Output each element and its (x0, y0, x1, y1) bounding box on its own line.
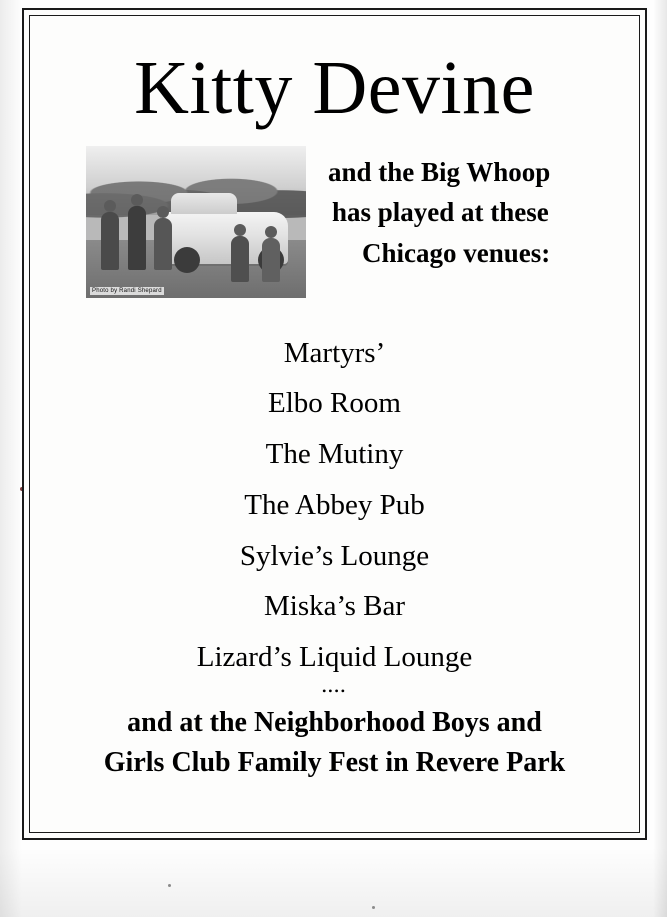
venue-list (38, 328, 631, 683)
scan-shadow-right (653, 0, 667, 917)
photo-band-member (262, 238, 280, 282)
flyer-sheet (22, 8, 647, 840)
scan-shadow-bottom (0, 847, 667, 917)
page-title: Kitty Devine (134, 46, 535, 130)
divider-dots: •••• (322, 683, 347, 698)
list-item: Elbo Room (268, 387, 401, 420)
flyer-content (38, 24, 631, 824)
footer-line-1: and at the Neighborhood Boys and (127, 706, 542, 738)
list-item: Lizard’s Liquid Lounge (196, 641, 473, 674)
list-item: The Mutiny (265, 438, 404, 471)
scan-speck (372, 906, 375, 909)
list-item: Sylvie’s Lounge (239, 539, 430, 572)
photo-credit: Photo by Randi Shepard (92, 287, 162, 294)
footer-line-2: Girls Club Family Fest in Revere Park (103, 747, 566, 779)
photo-band-member (231, 236, 249, 282)
list-item: Martyrs’ (283, 336, 386, 369)
photo-band-member (154, 218, 172, 270)
list-item: Miska’s Bar (264, 590, 405, 623)
band-photo (86, 146, 306, 298)
photo-band-member (128, 206, 146, 270)
intro-text-block (306, 146, 613, 274)
scan-shadow-left (0, 0, 22, 917)
scan-speck (168, 884, 171, 887)
list-item: The Abbey Pub (244, 488, 425, 521)
intro-line-2: has played at these (332, 197, 549, 228)
intro-section (38, 146, 631, 298)
intro-line-3: Chicago venues: (362, 237, 551, 268)
photo-band-member (101, 212, 119, 270)
intro-line-1: and the Big Whoop (328, 156, 551, 187)
footer-section (38, 703, 631, 784)
